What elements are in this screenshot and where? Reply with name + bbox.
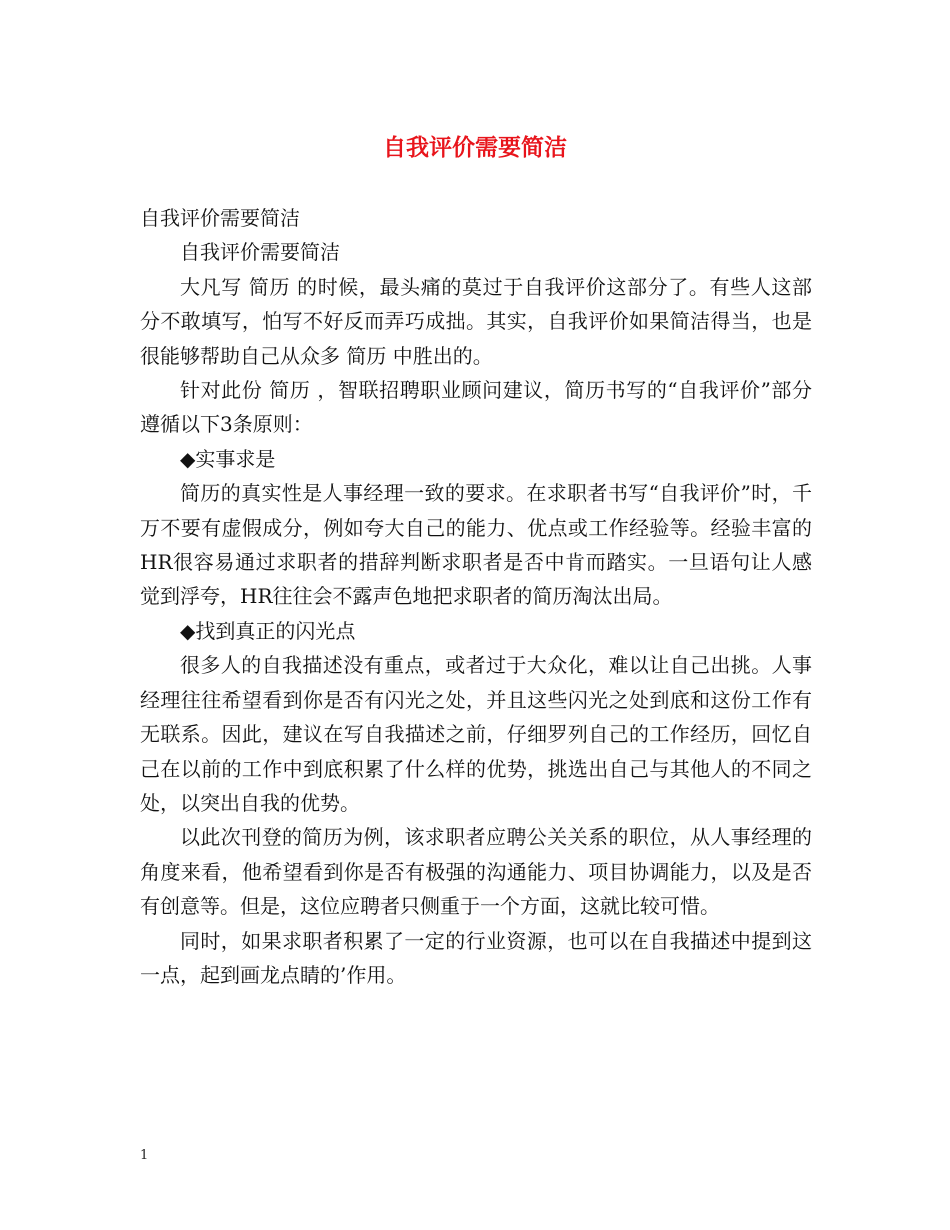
paragraph-principles: 针对此份 简历 ，智联招聘职业顾问建议，简历书写的“自我评价”部分遵循以下3条原则： (140, 378, 812, 437)
paragraph-highlight: 很多人的自我描述没有重点，或者过于大众化，难以让自己出挑。人事经理往往希望看到你是否有闪光之处，并且这些闪光之处到底和这份工作有无联系。因此，建议在写自我描述之前，仔细罗列自己的工作经历，回忆自己在以前的工作中到底积累了什么样的优势，挑选出自己与其他人的不同之处，以突出自我的优势。 (140, 653, 812, 815)
document-body (140, 201, 812, 992)
page-number: 1 (140, 1148, 149, 1163)
paragraph-example: 以此次刊登的简历为例，该求职者应聘公关关系的职位，从人事经理的角度来看，他希望看到你是否有极强的沟通能力、项目协调能力，以及是否有创意等。但是，这位应聘者只侧重于一个方面，这就比较可惜。 (140, 825, 812, 919)
page-title: 自我评价需要简洁 (383, 134, 567, 161)
paragraph-heading-1: 自我评价需要简洁 (140, 206, 300, 230)
paragraph-truthful: 简历的真实性是人事经理一致的要求。在求职者书写“自我评价”时，千万不要有虚假成分，例如夸大自己的能力、优点或工作经验等。经验丰富的HR很容易通过求职者的措辞判断求职者是否中肯而踏实。一旦语句让人感觉到浮夸，HR往往会不露声色地把求职者的简历淘汰出局。 (140, 481, 812, 609)
section-heading-truthful: ◆实事求是 (180, 446, 276, 471)
paragraph-resources: 同时，如果求职者积累了一定的行业资源，也可以在自我描述中提到这一点，起到画龙点睛的’作用。 (140, 928, 812, 987)
section-heading-highlight: ◆找到真正的闪光点 (180, 618, 356, 643)
paragraph-heading-2: 自我评价需要简洁 (180, 240, 340, 265)
paragraph-intro: 大凡写 简历 的时候，最头痛的莫过于自我评价这部分了。有些人这部分不敢填写，怕写不好反而弄巧成拙。其实，自我评价如果简洁得当，也是很能够帮助自己从众多 简历 中胜出的。 (140, 274, 812, 368)
